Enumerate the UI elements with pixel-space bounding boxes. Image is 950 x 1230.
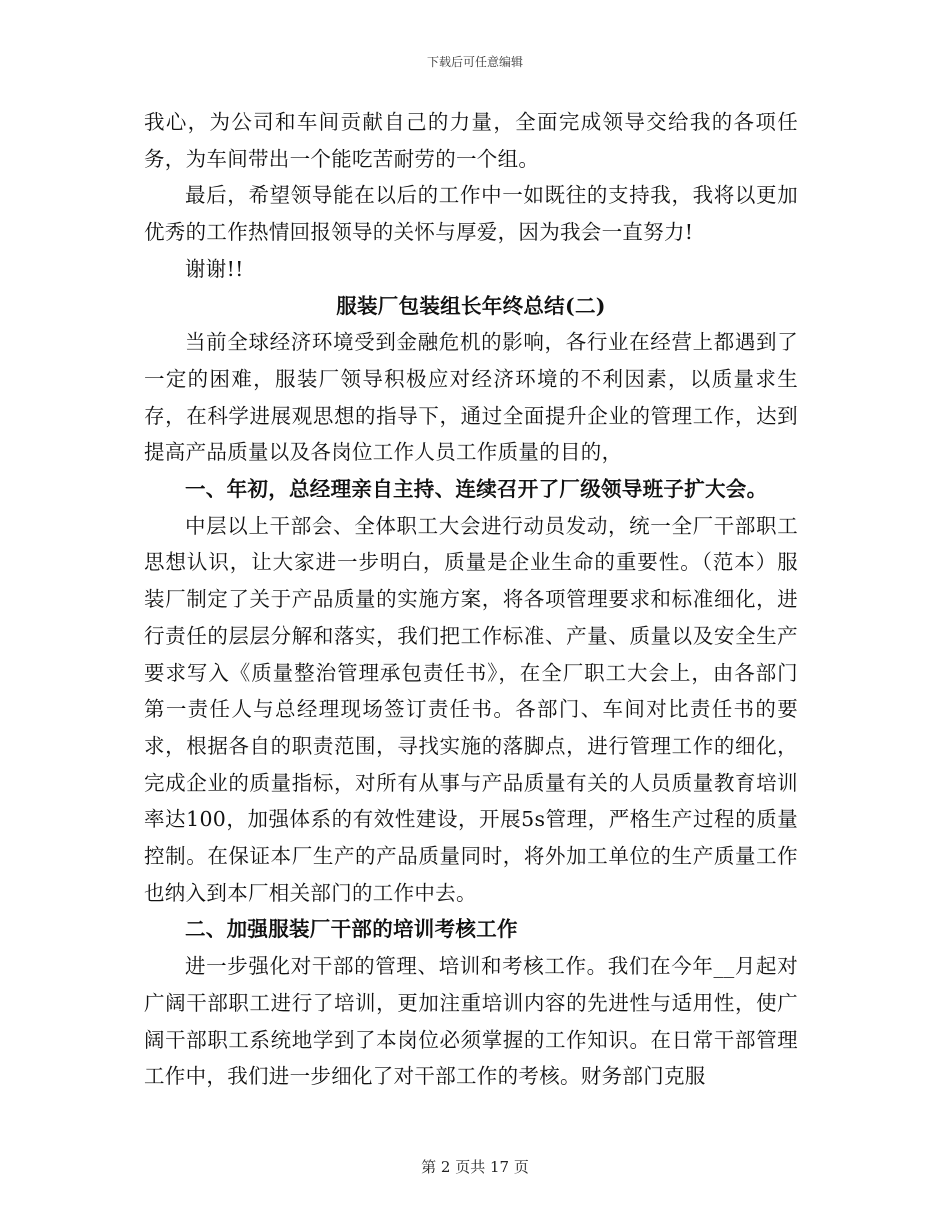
section-title: 服装厂包装组长年终总结(二)	[336, 293, 606, 318]
paragraph-3: 谢谢!!	[185, 256, 244, 281]
paragraph-2: 最后，希望领导能在以后的工作中一如既往的支持我，我将以更加优秀的工作热情回报领导的关怀与厚爱，因为我会一直努力!	[144, 183, 798, 245]
document-body	[144, 104, 798, 1095]
page-header: 下载后可任意编辑	[426, 55, 523, 69]
paragraph-4: 当前全球经济环境受到金融危机的影响，各行业在经营上都遇到了一定的困难，服装厂领导积极应对经济环境的不利因素，以质量求生存，在科学进展观思想的指导下，通过全面提升企业的管理工作，达到提高产品质量以及各岗位工作人员工作质量的目的，	[144, 330, 798, 465]
heading-2: 二、加强服装厂干部的培训考核工作	[185, 917, 518, 942]
heading-1: 一、年初，总经理亲自主持、连续召开了厂级领导班子扩大会。	[185, 477, 768, 502]
paragraph-6: 进一步强化对干部的管理、培训和考核工作。我们在今年__月起对广阔干部职工进行了培训，更加注重培训内容的先进性与适用性，使广阔干部职工系统地学到了本岗位必须掌握的工作知识。在日常干部管理工作中，我们进一步细化了对干部工作的考核。财务部门克服	[144, 954, 798, 1089]
paragraph-5: 中层以上干部会、全体职工大会进行动员发动，统一全厂干部职工思想认识，让大家进一步明白，质量是企业生命的重要性。（范本）服装厂制定了关于产品质量的实施方案，将各项管理要求和标准细化，进行责任的层层分解和落实，我们把工作标准、产量、质量以及安全生产要求写入《质量整治管理承包责任书》，在全厂职工大会上，由各部门第一责任人与总经理现场签订责任书。各部门、车间对比责任书的要求，根据各自的职责范围，寻找实施的落脚点，进行管理工作的细化，完成企业的质量指标，对所有从事与产品质量有关的人员质量教育培训率达100，加强体系的有效性建设，开展5s管理，严格生产过程的质量控制。在保证本厂生产的产品质量同时，将外加工单位的生产质量工作也纳入到本厂相关部门的工作中去。	[144, 513, 798, 905]
page-footer: 第 2 页共 17 页	[421, 1158, 529, 1176]
paragraph-1: 我心，为公司和车间贡献自己的力量，全面完成领导交给我的各项任务，为车间带出一个能吃苦耐劳的一个组。	[144, 110, 798, 171]
